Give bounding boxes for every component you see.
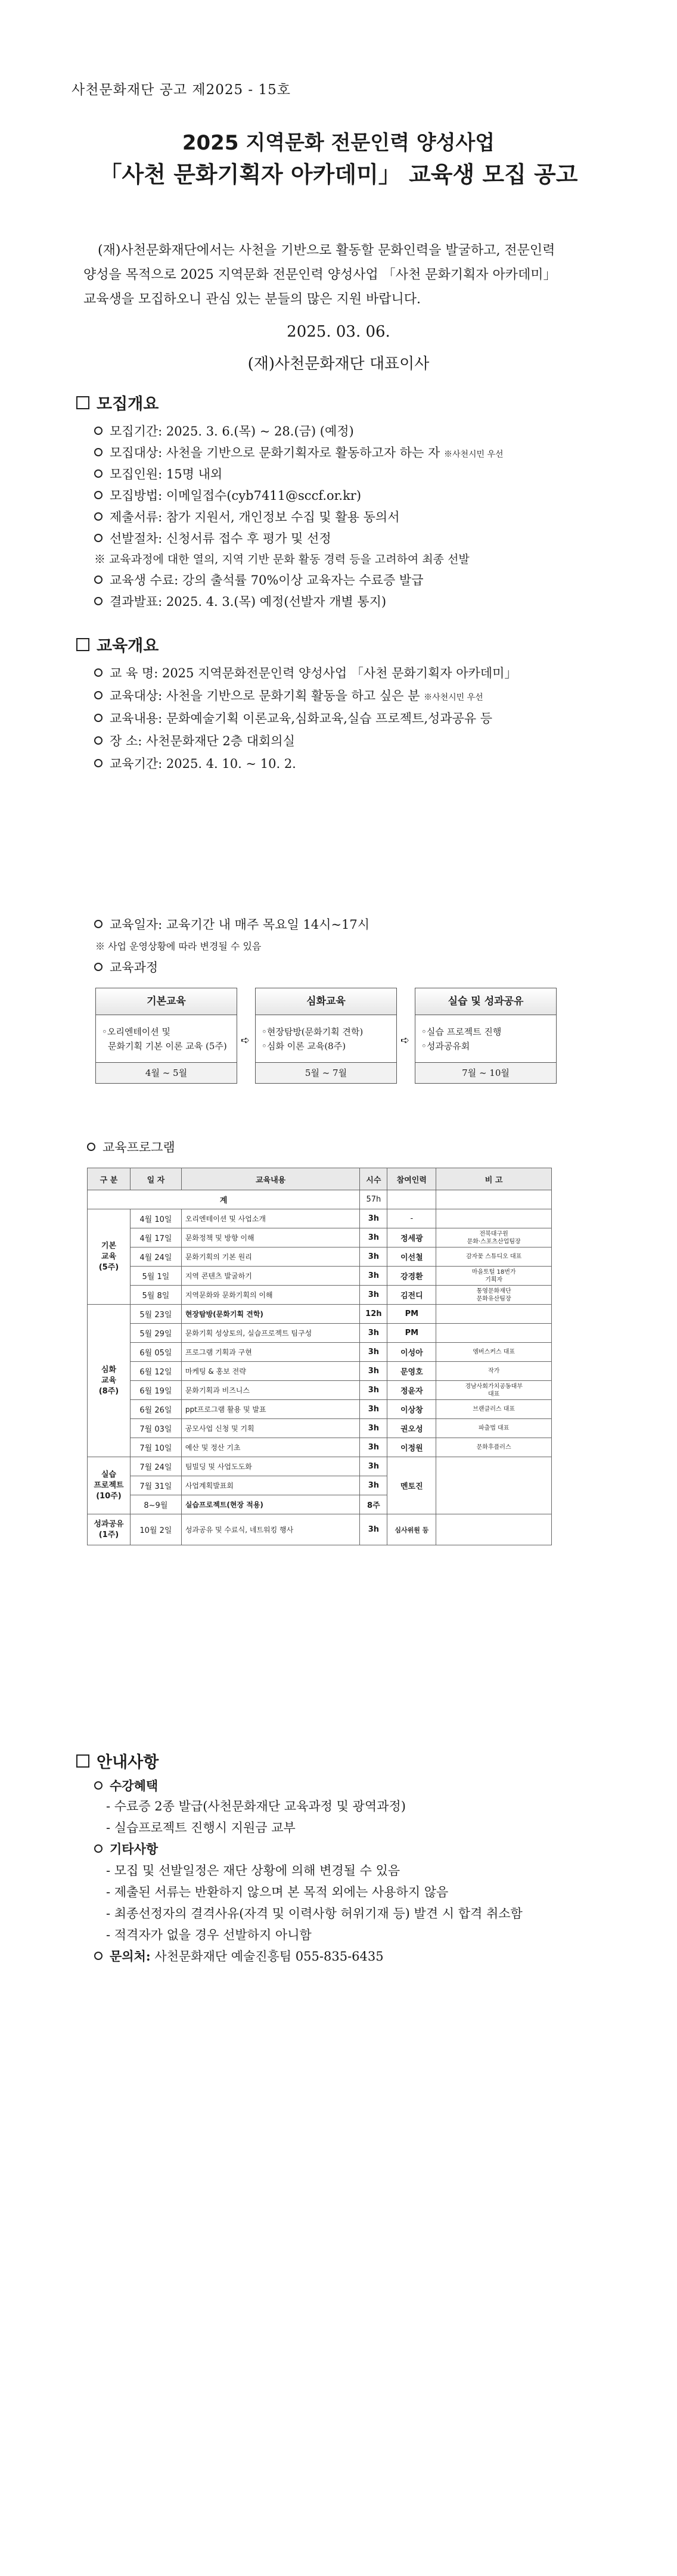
flow-box-advanced: 심화교육 ◦현장탐방(문화기획 견학) ◦심화 이론 교육(8주) 5월 ~ 7월 xyxy=(255,988,397,1084)
benefit-item: - 수료증 2종 발급(사천문화재단 교육과정 및 광역과정) xyxy=(106,1799,406,1813)
table-row: 6월 19일 문화기획과 비즈니스 3h 정윤자 경남사회가치공동대부 대표 xyxy=(88,1381,552,1400)
circle-bullet-icon xyxy=(94,448,103,456)
table-row: 6월 12일 마케팅 & 홍보 전략 3h 문영호 작가 xyxy=(88,1362,552,1381)
edu-item: 교육대상: 사천을 기반으로 문화기획 활동을 하고 싶은 분 ※사천시민 우선 xyxy=(94,686,483,704)
circle-bullet-icon xyxy=(94,575,103,584)
recruit-item: 제출서류: 참가 지원서, 개인정보 수집 및 활용 동의서 xyxy=(94,508,399,525)
edu-heading: 교육개요 xyxy=(76,633,159,656)
table-row: 7월 31일 사업계획발표회 3h xyxy=(88,1476,552,1495)
circle-bullet-icon xyxy=(94,512,103,521)
circle-bullet-icon xyxy=(94,1844,103,1853)
intro-line: (재)사천문화재단에서는 사천을 기반으로 활동할 문화인력을 발굴하고, 전문인력 xyxy=(98,243,555,258)
title-line-1: 2025 지역문화 전문인력 양성사업 xyxy=(182,131,495,155)
square-bullet-icon xyxy=(76,638,89,651)
flow-box-practice: 실습 및 성과공유 ◦실습 프로젝트 진행 ◦성과공유회 7월 ~ 10월 xyxy=(415,988,557,1084)
etc-item: - 모집 및 선발일정은 재단 상황에 의해 변경될 수 있음 xyxy=(106,1863,400,1878)
recruit-item: 선발절차: 신청서류 접수 후 평가 및 선정 xyxy=(94,529,331,547)
square-bullet-icon xyxy=(76,1754,89,1768)
intro-line: 교육생을 모집하오니 관심 있는 분들의 많은 지원 바랍니다. xyxy=(83,292,421,307)
intro-paragraph xyxy=(83,238,596,312)
circle-bullet-icon xyxy=(94,759,103,767)
etc-label: 기타사항 xyxy=(94,1840,158,1858)
table-row: 4월 17일 문화정책 및 방향 이해 3h 정세광 전북대구원 문화·스포츠산업팀장 xyxy=(88,1228,552,1247)
table-total-row: 계 57h xyxy=(88,1190,552,1209)
circle-bullet-icon xyxy=(94,491,103,499)
recruit-item: 모집방법: 이메일접수(cyb7411@sccf.or.kr) xyxy=(94,486,361,504)
recruit-item: 모집인원: 15명 내외 xyxy=(94,465,222,483)
recruit-item: 교육생 수료: 강의 출석률 70%이상 교육자는 수료증 발급 xyxy=(94,571,423,589)
recruit-item: 모집기간: 2025. 3. 6.(목) ~ 28.(금) (예정) xyxy=(94,422,354,440)
edu-schedule: 교육일자: 교육기간 내 매주 목요일 14시~17시 xyxy=(94,915,369,933)
circle-bullet-icon xyxy=(94,1781,103,1790)
table-row: 4월 24일 문화기획의 기본 원리 3h 이선철 감자꽃 스튜디오 대표 xyxy=(88,1247,552,1267)
circle-bullet-icon xyxy=(94,427,103,435)
table-row: 5월 8일 지역문화와 문화기획의 이해 3h 김전디 통영문화재단 문화유산팀장 xyxy=(88,1286,552,1305)
recruit-item: 결과발표: 2025. 4. 3.(목) 예정(선발자 개별 통지) xyxy=(94,592,386,610)
arrow-right-icon: ➪ xyxy=(241,1034,250,1047)
guide-heading: 안내사항 xyxy=(76,1749,159,1772)
table-row: 7월 10일 예산 및 정산 기초 3h 이정원 문화후플러스 xyxy=(88,1438,552,1457)
circle-bullet-icon xyxy=(94,597,103,605)
circle-bullet-icon xyxy=(94,714,103,722)
benefit-label: 수강혜택 xyxy=(94,1777,158,1794)
recruit-heading: 모집개요 xyxy=(76,391,159,414)
edu-item: 교육내용: 문화예술기획 이론교육,심화교육,실습 프로젝트,성과공유 등 xyxy=(94,709,492,727)
table-row: 5월 29일 문화기획 성상토의, 실습프로젝트 팀구성 3h PM xyxy=(88,1324,552,1343)
table-header-row: 구 분 일 자 교육내용 시수 참여인력 비 고 xyxy=(88,1168,552,1190)
arrow-right-icon: ➪ xyxy=(400,1034,410,1047)
program-label: 교육프로그램 xyxy=(87,1138,175,1156)
etc-item: - 최종선정자의 결격사유(자격 및 이력사항 허위기재 등) 발견 시 합격 취소함 xyxy=(106,1906,523,1921)
table-row: 5월 1일 지역 콘텐츠 발굴하기 3h 강경환 마을토털 18번가 기획자 xyxy=(88,1267,552,1286)
contact: 문의처: 사천문화재단 예술진흥팀 055-835-6435 xyxy=(94,1947,384,1965)
table-row: 기본 교육 (5주) 4월 10일 오리엔테이션 및 사업소개 3h - xyxy=(88,1209,552,1228)
benefit-item: - 실습프로젝트 진행시 지원금 교부 xyxy=(106,1821,296,1835)
recruit-note: ※ 교육과정에 대한 열의, 지역 기반 문화 활동 경력 등을 고려하여 최종 선발 xyxy=(94,553,470,566)
circle-bullet-icon xyxy=(94,1952,103,1960)
group-practice: 실습 프로젝트 (10주) xyxy=(88,1457,131,1514)
schedule-note: ※ 사업 운영상황에 따라 변경될 수 있음 xyxy=(95,941,262,952)
etc-item: - 적격자가 없을 경우 선발하지 아니함 xyxy=(106,1928,312,1942)
circle-bullet-icon xyxy=(94,691,103,699)
notice-date: 2025. 03. 06. xyxy=(287,323,390,341)
table-row: 6월 26일 ppt프로그램 활용 및 발표 3h 이상창 브랜클러스 대표 xyxy=(88,1400,552,1419)
circle-bullet-icon xyxy=(94,534,103,542)
edu-item: 장 소: 사천문화재단 2층 대회의실 xyxy=(94,732,295,749)
program-table xyxy=(87,1168,552,1545)
table-row: 8~9월 실습프로젝트(현장 적용) 8주 xyxy=(88,1495,552,1514)
table-row: 실습 프로젝트 (10주) 7월 24일 팀빌딩 및 사업도도화 3h 멘토진 xyxy=(88,1457,552,1476)
table-row: 성과공유 (1주) 10월 2일 성과공유 및 수료식, 네트워킹 행사 3h 심사위원 등 xyxy=(88,1514,552,1545)
group-advanced: 심화 교육 (8주) xyxy=(88,1305,131,1457)
table-row: 심화 교육 (8주) 5월 23일 현장탐방(문화기획 견학) 12h PM xyxy=(88,1305,552,1324)
group-basic: 기본 교육 (5주) xyxy=(88,1209,131,1305)
group-share: 성과공유 (1주) xyxy=(88,1514,131,1545)
table-row: 6월 05일 프로그램 기획과 구현 3h 이성아 엠버스커스 대표 xyxy=(88,1343,552,1362)
notice-number: 사천문화재단 공고 제2025 - 15호 xyxy=(72,82,291,98)
issuer-org: (재)사천문화재단 대표이사 xyxy=(247,355,430,373)
table-row: 7월 03일 공모사업 신청 및 기획 3h 권오성 파출법 대표 xyxy=(88,1419,552,1438)
circle-bullet-icon xyxy=(87,1143,95,1151)
circle-bullet-icon xyxy=(94,736,103,745)
square-bullet-icon xyxy=(76,396,89,409)
circle-bullet-icon xyxy=(94,668,103,677)
circle-bullet-icon xyxy=(94,469,103,478)
circle-bullet-icon xyxy=(94,920,103,928)
title-line-2: 「사천 문화기획자 아카데미」 교육생 모집 공고 xyxy=(99,161,578,188)
course-label: 교육과정 xyxy=(94,958,158,976)
flow-box-basic: 기본교육 ◦오리엔테이션 및 문화기획 기본 이론 교육 (5주) 4월 ~ 5월 xyxy=(95,988,237,1084)
edu-item: 교육기간: 2025. 4. 10. ~ 10. 2. xyxy=(94,754,296,772)
edu-item: 교 육 명: 2025 지역문화전문인력 양성사업 「사천 문화기획자 아카데미」 xyxy=(94,664,517,682)
circle-bullet-icon xyxy=(94,963,103,971)
etc-item: - 제출된 서류는 반환하지 않으며 본 목적 외에는 사용하지 않음 xyxy=(106,1885,449,1899)
recruit-item: 모집대상: 사천을 기반으로 문화기획자로 활동하고자 하는 자 ※사천시민 우선 xyxy=(94,443,504,461)
intro-line: 양성을 목적으로 2025 지역문화 전문인력 양성사업 「사천 문화기획자 아카데미」 xyxy=(83,267,557,282)
